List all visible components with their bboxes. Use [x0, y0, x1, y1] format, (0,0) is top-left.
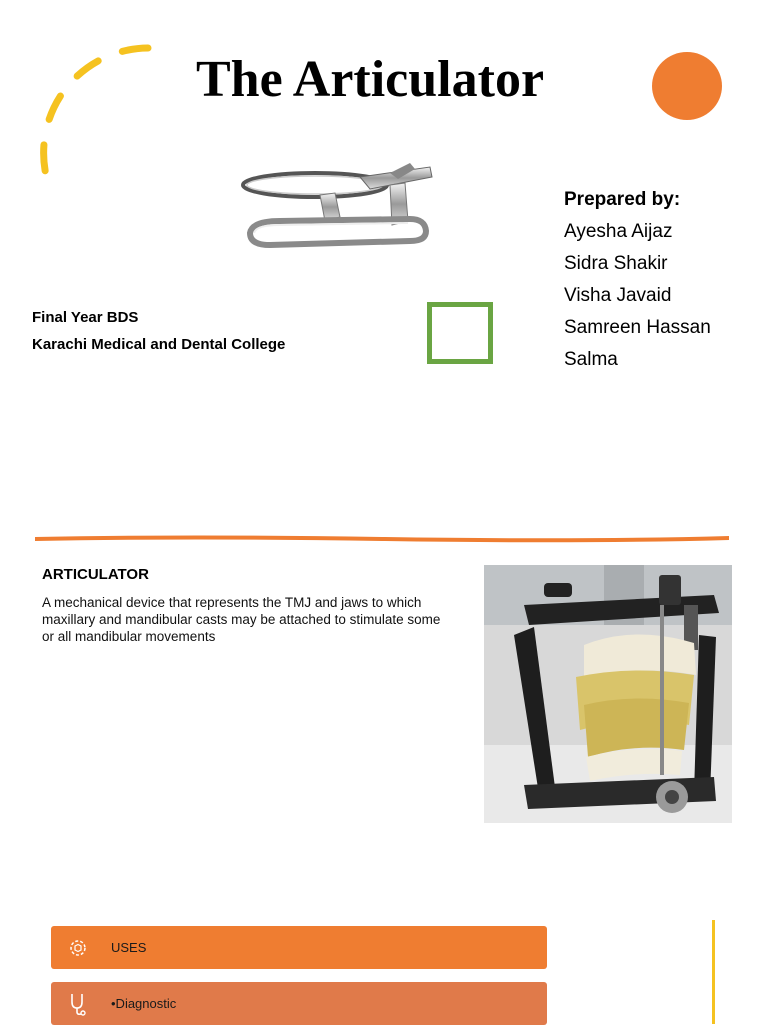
articulator-description: A mechanical device that represents the TMJ and jaws to which maxillary and mandibular casts may be attached to stimulate some or all mandibular movements: [42, 595, 441, 644]
uses-label: USES: [111, 940, 147, 955]
articulator-photo: [484, 565, 732, 823]
college-line: Karachi Medical and Dental College: [32, 336, 286, 353]
diagnostic-bar[interactable]: [51, 982, 547, 1025]
info-block: [32, 304, 285, 358]
slide-title: The Articulator: [195, 51, 545, 108]
author-name: Sidra Shakir: [564, 253, 668, 274]
uses-bar[interactable]: [51, 926, 547, 969]
orange-circle-decoration: [652, 52, 722, 120]
course-line: Final Year BDS: [32, 309, 139, 326]
articulator-image: [240, 155, 440, 255]
stethoscope-icon: [55, 992, 101, 1016]
prepared-by-block: [564, 184, 711, 376]
orange-divider: [35, 535, 729, 543]
prepared-by-heading: Prepared by:: [564, 189, 681, 210]
author-name: Ayesha Aijaz: [564, 221, 673, 242]
articulator-heading: ARTICULATOR: [42, 566, 149, 583]
diagnostic-label: •Diagnostic: [111, 996, 177, 1011]
author-name: Salma: [564, 349, 618, 370]
yellow-vertical-line: [712, 920, 715, 1024]
gear-cube-icon: [55, 939, 101, 957]
green-square-decoration: [427, 302, 493, 364]
author-name: Visha Javaid: [564, 285, 672, 306]
author-name: Samreen Hassan: [564, 317, 711, 338]
